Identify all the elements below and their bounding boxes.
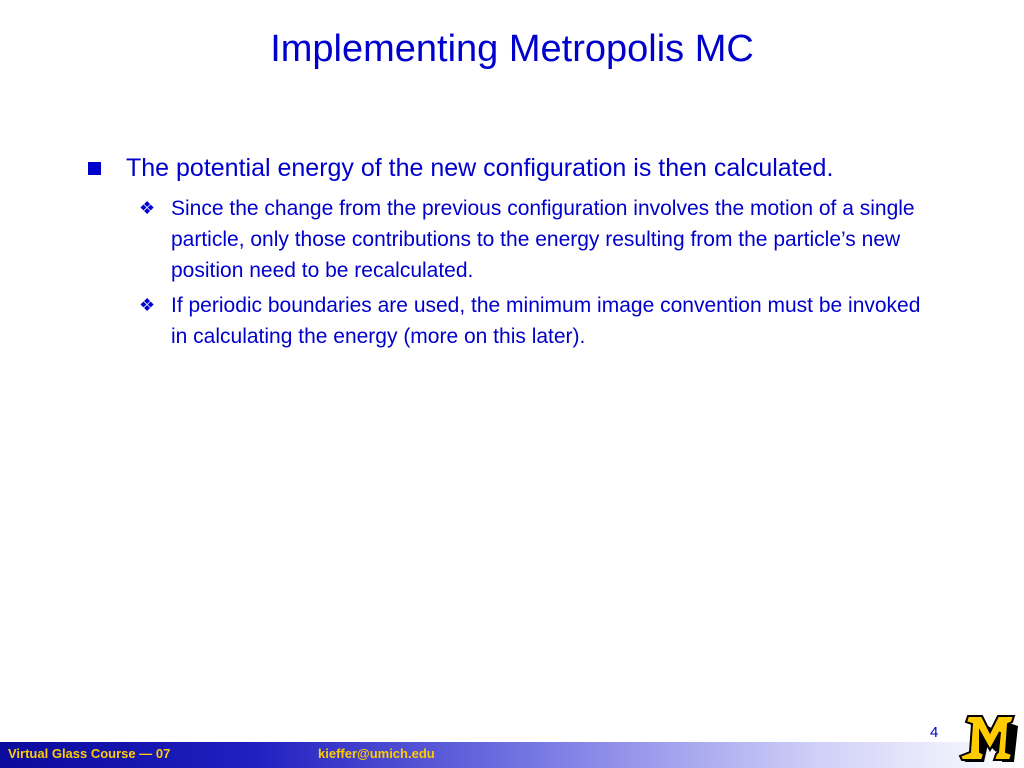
page-number: 4 — [930, 724, 939, 741]
square-bullet-icon — [88, 162, 101, 175]
sub-bullet-1-text: Since the change from the previous configuration involves the motion of a single particle, only those contributions to the energy resulting from the particle’s new position need to be recalculated. — [171, 197, 915, 282]
sub-bullet-2-text: If periodic boundaries are used, the minimum image convention must be invoked in calculating the energy (more on this later). — [171, 294, 921, 348]
slide-title: Implementing Metropolis MC — [270, 28, 754, 70]
four-diamond-bullet-icon: ❖ — [139, 295, 156, 315]
block-m-logo-icon — [958, 712, 1020, 766]
footer-email: kieffer@umich.edu — [318, 746, 435, 761]
footer-course-label: Virtual Glass Course — 07 — [8, 746, 171, 761]
four-diamond-bullet-icon: ❖ — [139, 198, 156, 218]
main-bullet-text: The potential energy of the new configuration is then calculated. — [126, 154, 834, 182]
